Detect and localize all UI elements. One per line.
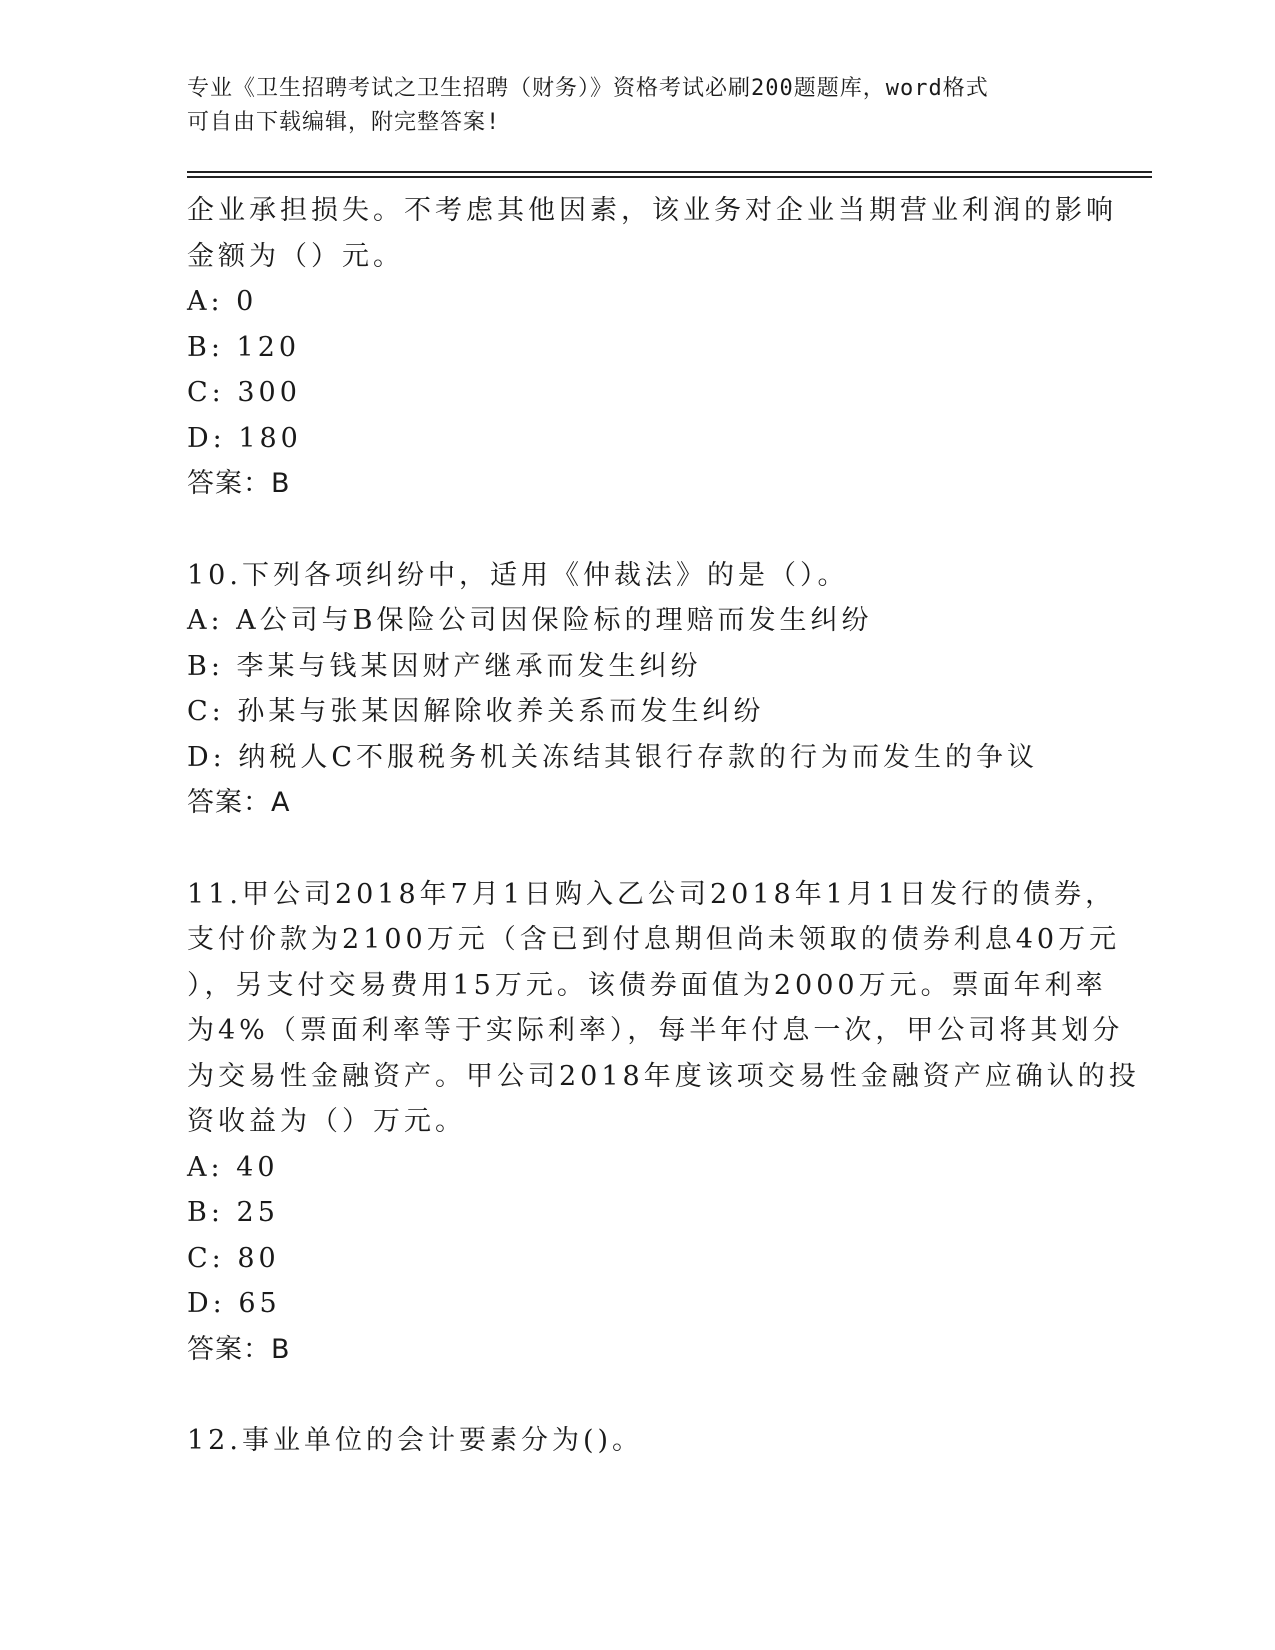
question-text-line: 为4%（票面利率等于实际利率），每半年付息一次，甲公司将其划分: [187, 1015, 1124, 1046]
question-text-line: 为交易性金融资产。甲公司2018年度该项交易性金融资产应确认的投: [187, 1060, 1140, 1092]
question-text-line: 企业承担损失。不考虑其他因素，该业务对企业当期营业利润的影响: [187, 195, 1117, 226]
answer: 答案：B: [187, 1333, 291, 1365]
header-title-line: 专业《卫生招聘考试之卫生招聘（财务）》资格考试必刷200题题库，word格式: [187, 76, 989, 101]
option-c: C: 300: [187, 377, 301, 408]
question-text-line: 12.事业单位的会计要素分为()。: [187, 1425, 644, 1456]
question-10: [187, 553, 1087, 826]
header-rule-top: [187, 171, 1152, 173]
question-9: [187, 188, 1117, 507]
question-text-line: 资收益为（）万元。: [187, 1106, 466, 1137]
question-text-line: 支付价款为2100万元（含已到付息期但尚未领取的债券利息40万元: [187, 924, 1121, 955]
option-d: D: 65: [187, 1288, 281, 1319]
option-a: A: A公司与B保险公司因保险标的理赔而发生纠纷: [187, 605, 873, 636]
document-header: [187, 72, 1067, 140]
question-content: [187, 188, 1140, 1464]
question-text-line: ），另支付交易费用15万元。该债券面值为2000万元。票面年利率: [187, 969, 1107, 1001]
header-rule-bottom: [187, 176, 1152, 178]
question-text-line: 金额为（）元。: [187, 240, 404, 272]
option-c: C: 80: [187, 1242, 280, 1274]
option-d: D: 180: [187, 422, 302, 454]
answer: 答案：B: [187, 468, 291, 499]
option-c: C: 孙某与张某因解除收养关系而发生纠纷: [187, 696, 765, 727]
question-11: [187, 872, 1140, 1373]
option-b: B: 25: [187, 1197, 279, 1228]
option-b: B: 李某与钱某因财产继承而发生纠纷: [187, 650, 702, 682]
answer: 答案：A: [187, 787, 291, 818]
question-12: [187, 1418, 1087, 1464]
option-d: D: 纳税人C不服税务机关冻结其银行存款的行为而发生的争议: [187, 741, 1038, 773]
option-a: A: 40: [187, 1151, 279, 1183]
question-text-line: 11.甲公司2018年7月1日购入乙公司2018年1月1日发行的债券，: [187, 878, 1117, 910]
option-b: B: 120: [187, 331, 301, 363]
header-subtitle-line: 可自由下载编辑，附完整答案!: [187, 110, 501, 135]
option-a: A: 0: [187, 286, 258, 317]
question-text-line: 10.下列各项纠纷中，适用《仲裁法》的是（）。: [187, 559, 849, 591]
